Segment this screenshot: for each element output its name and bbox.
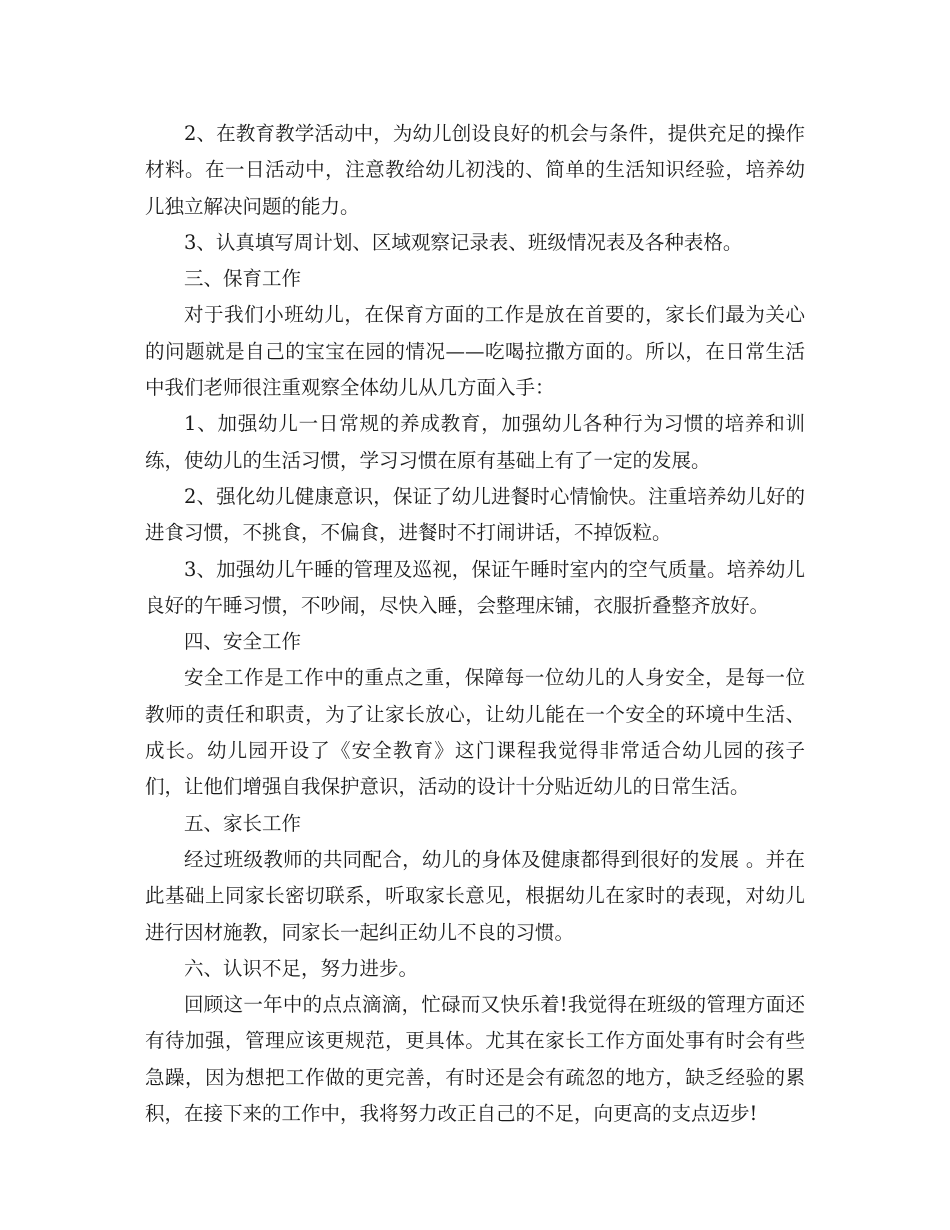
section-heading-shortcomings: 六、认识不足，努力进步。 — [184, 956, 419, 980]
paragraph-care-item-3: 3、加强幼儿午睡的管理及巡视，保证午睡时室内的空气质量。培养幼儿良好的午睡习惯，不吵闹，尽快入睡，会整理床铺，衣服折叠整齐放好。 — [145, 557, 805, 617]
section-heading-care-work: 三、保育工作 — [184, 267, 302, 291]
paragraph-parent: 经过班级教师的共同配合，幼儿的身体及健康都得到很好的发展 。并在此基础上同家长密切联系，听取家长意见，根据幼儿在家时的表现，对幼儿进行因材施教，同家长一起纠正幼儿不良的习惯。 — [145, 847, 805, 944]
paragraph-care-item-2: 2、强化幼儿健康意识，保证了幼儿进餐时心情愉快。注重培养幼儿好的进食习惯，不挑食，不偏食，进餐时不打闹讲话，不掉饭粒。 — [145, 484, 805, 545]
paragraph-review: 回顾这一年中的点点滴滴，忙碌而又快乐着!我觉得在班级的管理方面还有待加强，管理应该更规范，更具体。尤其在家长工作方面处事有时会有些急躁，因为想把工作做的更完善，有时还是会有疏忽的地方，缺乏经验的累积，在接下来的工作中，我将努力改正自己的不足，向更高的支点迈步! — [145, 993, 805, 1126]
section-heading-safety-work: 四、安全工作 — [184, 630, 302, 654]
paragraph-care-item-1: 1、加强幼儿一日常规的养成教育，加强幼儿各种行为习惯的培养和训练，使幼儿的生活习惯，学习习惯在原有基础上有了一定的发展。 — [145, 412, 805, 472]
paragraph-safety: 安全工作是工作中的重点之重，保障每一位幼儿的人身安全，是每一位教师的责任和职责，为了让家长放心，让幼儿能在一个安全的环境中生活、成长。幼儿园开设了《安全教育》这门课程我觉得非常适合幼儿园的孩子们，让他们增强自我保护意识，活动的设计十分贴近幼儿的日常生活。 — [145, 666, 805, 799]
paragraph-care-intro: 对于我们小班幼儿，在保育方面的工作是放在首要的，家长们最为关心的问题就是自己的宝宝在园的情况——吃喝拉撒方面的。所以，在日常生活中我们老师很注重观察全体幼儿从几方面入手： — [145, 303, 805, 400]
paragraph-item-2: 2、在教育教学活动中，为幼儿创设良好的机会与条件，提供充足的操作材料。在一日活动中，注意教给幼儿初浅的、简单的生活知识经验，培养幼儿独立解决问题的能力。 — [145, 122, 805, 218]
paragraph-item-3-forms: 3、认真填写周计划、区域观察记录表、班级情况表及各种表格。 — [184, 230, 743, 254]
document-body — [145, 116, 805, 1132]
section-heading-parent-work: 五、家长工作 — [184, 811, 302, 835]
